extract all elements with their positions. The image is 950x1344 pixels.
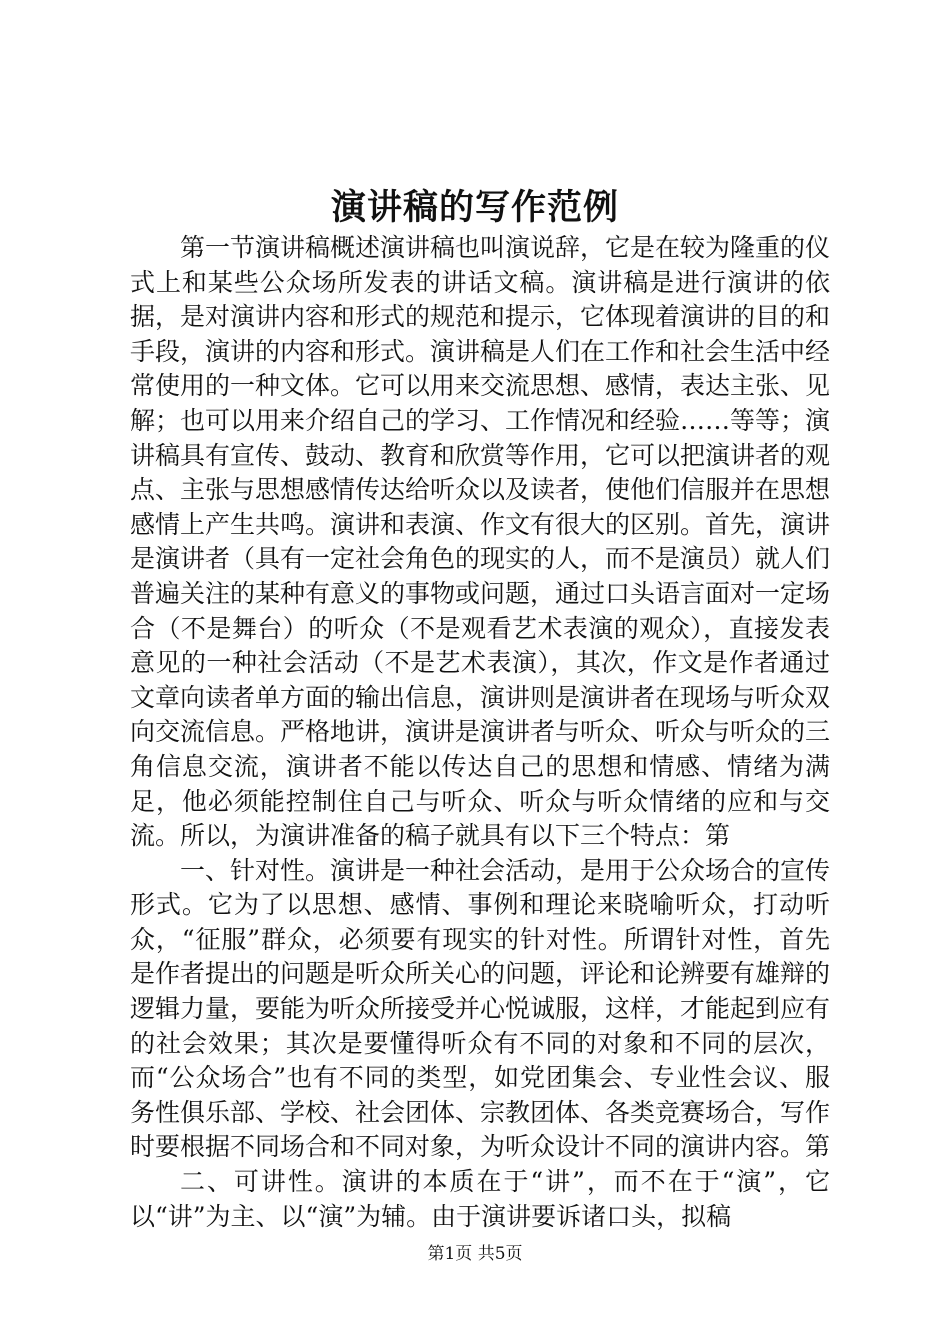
document-title: 演讲稿的写作范例 <box>330 187 619 228</box>
document-body <box>130 231 830 1234</box>
page-number-footer: 第1页 共5页 <box>427 1244 523 1264</box>
paragraph-point-two: 二、可讲性。演讲的本质在于“讲”，而不在于“演”，它以“讲”为主、以“演”为辅。由于演讲要诉诸口头，拟稿 <box>130 1167 830 1231</box>
paragraph-point-one: 一、针对性。演讲是一种社会活动，是用于公众场合的宣传形式。它为了以思想、感情、事例和理论来晓喻听众，打动听众，“征服”群众，必须要有现实的针对性。所谓针对性，首先是作者提出的问题是听众所关心的问题，评论和论辨要有雄辩的逻辑力量，要能为听众所接受并心悦诚服，这样，才能起到应有的社会效果；其次是要懂得听众有不同的对象和不同的层次，而“公众场合”也有不同的类型，如党团集会、专业性会议、服务性俱乐部、学校、社会团体、宗教团体、各类竞赛场合，写作时要根据不同场合和不同对象，为听众设计不同的演讲内容。第 <box>130 855 831 1162</box>
paragraph-intro: 第一节演讲稿概述演讲稿也叫演说辞，它是在较为隆重的仪式上和某些公众场所发表的讲话文稿。演讲稿是进行演讲的依据，是对演讲内容和形式的规范和提示，它体现着演讲的目的和手段，演讲的内容和形式。演讲稿是人们在工作和社会生活中经常使用的一种文体。它可以用来交流思想、感情，表达主张、见解；也可以用来介绍自己的学习、工作情况和经验……等等；演讲稿具有宣传、鼓动、教育和欣赏等作用，它可以把演讲者的观点、主张与思想感情传达给听众以及读者，使他们信服并在思想感情上产生共鸣。演讲和表演、作文有很大的区别。首先，演讲是演讲者（具有一定社会角色的现实的人，而不是演员）就人们普遍关注的某种有意义的事物或问题，通过口头语言面对一定场合（不是舞台）的听众（不是观看艺术表演的观众），直接发表意见的一种社会活动（不是艺术表演），其次，作文是作者通过文章向读者单方面的输出信息，演讲则是演讲者在现场与听众双向交流信息。严格地讲，演讲是演讲者与听众、听众与听众的三角信息交流，演讲者不能以传达自己的思想和情感、情绪为满足，他必须能控制住自己与听众、听众与听众情绪的应和与交流。所以，为演讲准备的稿子就具有以下三个特点：第 <box>130 233 831 851</box>
